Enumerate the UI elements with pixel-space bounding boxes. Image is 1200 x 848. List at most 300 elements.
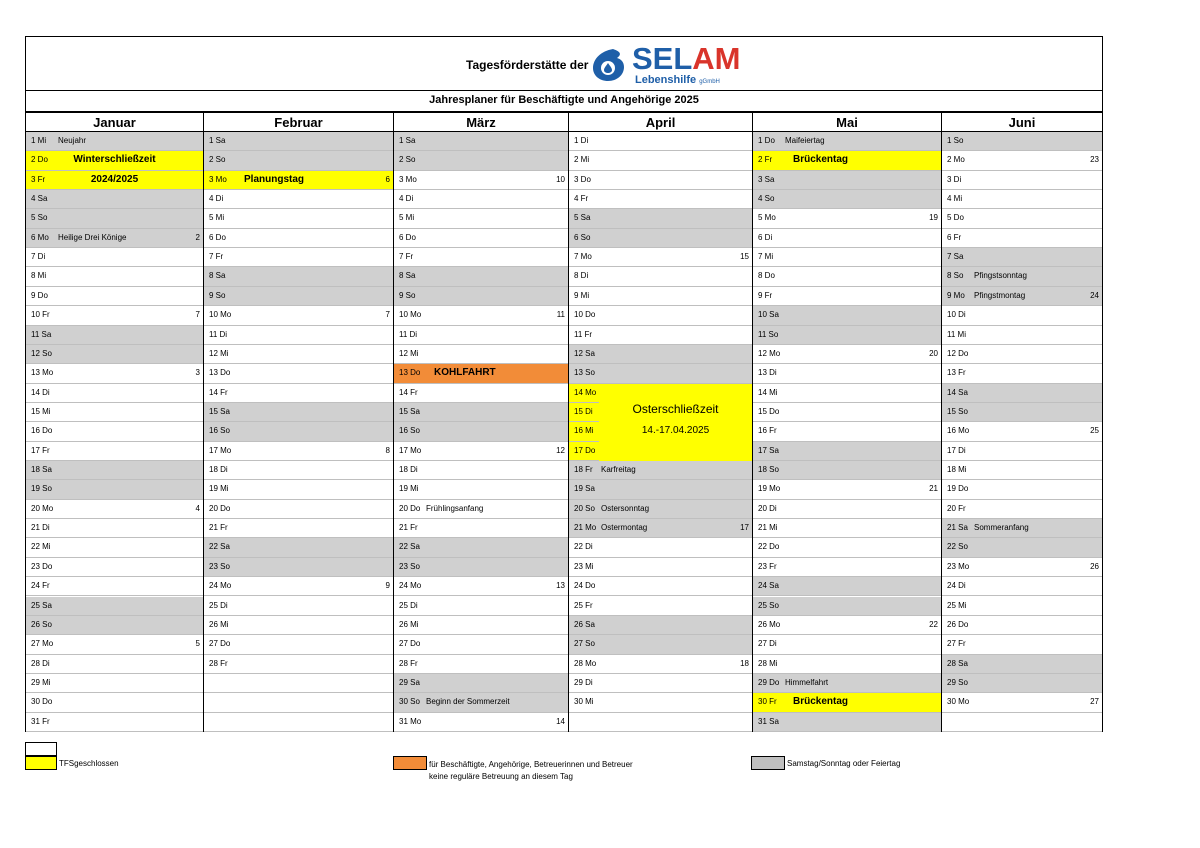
day-label: 16 Mi xyxy=(574,426,594,436)
day-label: 18 Di xyxy=(209,465,228,475)
day-cell xyxy=(753,345,941,364)
calendar-grid xyxy=(25,112,1103,732)
day-cell xyxy=(753,422,941,441)
planner-sheet xyxy=(25,36,1103,732)
day-label: 14 Fr xyxy=(209,387,228,397)
day-cell xyxy=(26,577,203,596)
day-cell xyxy=(569,616,752,635)
day-note: KOHLFAHRT xyxy=(434,367,496,379)
day-label: 19 Mi xyxy=(399,484,419,494)
week-number: 3 xyxy=(195,368,200,378)
day-label: 25 Sa xyxy=(31,600,52,610)
day-cell xyxy=(569,461,752,480)
day-cell xyxy=(753,326,941,345)
day-label: 27 So xyxy=(574,639,595,649)
day-cell xyxy=(26,693,203,712)
day-label: 1 So xyxy=(947,136,964,145)
day-label: 21 Mo xyxy=(574,523,597,533)
day-label: 27 Mo xyxy=(31,639,54,649)
day-label: 4 Di xyxy=(209,194,224,204)
day-cell xyxy=(394,558,568,577)
day-label: 2 Mi xyxy=(574,155,590,165)
day-label: 29 Mi xyxy=(31,677,51,687)
day-cell xyxy=(204,558,393,577)
day-label: 1 Sa xyxy=(399,136,416,145)
week-number: 23 xyxy=(1090,155,1099,165)
day-cell xyxy=(26,287,203,306)
legend-orange-swatch xyxy=(393,756,427,770)
day-label: 3 Mo xyxy=(399,174,417,184)
day-label: 15 Sa xyxy=(209,406,230,416)
day-cell xyxy=(569,190,752,209)
day-cell xyxy=(569,248,752,267)
header-box xyxy=(25,36,1103,91)
day-cell xyxy=(753,190,941,209)
day-cell xyxy=(204,616,393,635)
day-label: 3 Do xyxy=(574,174,591,184)
month-column-3 xyxy=(568,112,752,732)
day-cell xyxy=(394,287,568,306)
day-label: 15 Do xyxy=(758,406,780,416)
day-cell xyxy=(26,229,203,248)
day-label: 28 Fr xyxy=(209,658,228,668)
day-label: 18 Mi xyxy=(947,465,967,475)
day-cell xyxy=(26,384,203,403)
day-label: 24 Di xyxy=(947,581,966,591)
day-label: 5 Mi xyxy=(209,213,225,223)
day-label: 18 Sa xyxy=(31,465,52,475)
day-label: 21 Sa xyxy=(947,523,968,533)
day-label: 15 So xyxy=(947,406,968,416)
day-label: 23 Mo xyxy=(947,561,970,571)
month-column-4 xyxy=(752,112,941,732)
day-cell xyxy=(942,635,1102,654)
day-note: Beginn der Sommerzeit xyxy=(426,697,510,707)
day-label: 8 Mi xyxy=(31,271,47,281)
week-number: 20 xyxy=(929,348,938,358)
easter-closure-block xyxy=(599,384,752,461)
day-cell xyxy=(26,461,203,480)
day-label: 31 Mo xyxy=(399,716,422,726)
day-label: 24 Mo xyxy=(209,581,232,591)
day-cell xyxy=(569,519,752,538)
day-label: 16 Do xyxy=(31,426,53,436)
day-cell xyxy=(942,151,1102,170)
day-label: 19 Mi xyxy=(209,484,229,494)
week-number: 25 xyxy=(1090,426,1099,436)
day-label: 21 Mi xyxy=(758,523,778,533)
day-label: 29 So xyxy=(947,677,968,687)
day-cell xyxy=(569,480,752,499)
day-label: 5 Mi xyxy=(399,213,415,223)
day-cell xyxy=(26,190,203,209)
day-cell xyxy=(753,558,941,577)
day-label: 23 Fr xyxy=(758,561,777,571)
day-cell xyxy=(204,190,393,209)
day-label: 7 Mi xyxy=(758,252,774,262)
day-cell xyxy=(394,306,568,325)
day-cell xyxy=(26,248,203,267)
lebenshilfe-drop-icon xyxy=(591,47,631,83)
day-label: 3 Di xyxy=(947,174,962,184)
day-label: 26 Mo xyxy=(758,619,781,629)
day-cell xyxy=(394,151,568,170)
day-cell xyxy=(569,306,752,325)
day-cell xyxy=(26,267,203,286)
day-label: 6 Di xyxy=(758,232,773,242)
week-number: 10 xyxy=(556,174,565,184)
day-label: 28 Mo xyxy=(574,658,597,668)
day-label: 18 Fr xyxy=(574,465,593,475)
day-label: 19 Do xyxy=(947,484,969,494)
day-cell xyxy=(942,442,1102,461)
day-label: 24 Fr xyxy=(31,581,50,591)
day-cell xyxy=(942,597,1102,616)
day-cell xyxy=(942,655,1102,674)
day-cell xyxy=(204,364,393,383)
day-cell xyxy=(394,635,568,654)
day-label: 9 Fr xyxy=(758,290,773,300)
day-label: 2 So xyxy=(399,155,416,165)
month-column-5 xyxy=(941,112,1103,732)
day-label: 27 Di xyxy=(758,639,777,649)
day-cell xyxy=(569,267,752,286)
legend-yellow-swatch xyxy=(25,756,57,770)
subtitle-box xyxy=(25,91,1103,112)
day-label: 20 Mo xyxy=(31,503,54,513)
week-number: 13 xyxy=(556,581,565,591)
day-cell xyxy=(394,442,568,461)
day-label: 6 Fr xyxy=(947,232,962,242)
day-cell xyxy=(394,519,568,538)
day-cell xyxy=(942,500,1102,519)
day-label: 22 Mi xyxy=(31,542,51,552)
week-number: 7 xyxy=(385,310,390,320)
day-cell xyxy=(753,171,941,190)
day-label: 25 Fr xyxy=(574,600,593,610)
day-cell xyxy=(753,713,941,732)
day-cell xyxy=(204,306,393,325)
day-label: 25 Di xyxy=(399,600,418,610)
day-cell xyxy=(26,345,203,364)
day-note: Ostermontag xyxy=(601,523,648,533)
day-label: 27 Do xyxy=(209,639,231,649)
day-cell xyxy=(942,403,1102,422)
day-label: 11 Fr xyxy=(574,329,593,339)
day-label: 5 Mo xyxy=(758,213,776,223)
day-cell xyxy=(26,306,203,325)
day-cell xyxy=(394,693,568,712)
day-label: 15 Mi xyxy=(31,406,51,416)
day-label: 4 Di xyxy=(399,194,414,204)
day-cell xyxy=(753,577,941,596)
day-cell xyxy=(394,538,568,557)
day-cell xyxy=(569,500,752,519)
day-label: 17 Sa xyxy=(758,445,779,455)
day-cell xyxy=(569,326,752,345)
day-cell xyxy=(204,209,393,228)
day-label: 18 So xyxy=(758,465,779,475)
day-label: 23 Do xyxy=(31,561,53,571)
day-label: 6 Mo xyxy=(31,232,49,242)
day-label: 9 Mo xyxy=(947,290,965,300)
day-label: 14 Fr xyxy=(399,387,418,397)
day-label: 27 Do xyxy=(399,639,421,649)
day-cell xyxy=(204,326,393,345)
day-label: 20 Di xyxy=(758,503,777,513)
day-cell xyxy=(753,384,941,403)
logo-subtitle: Lebenshilfe gGmbH xyxy=(635,74,720,86)
week-number: 2 xyxy=(195,232,200,242)
day-cell xyxy=(394,132,568,151)
day-label: 10 Do xyxy=(574,310,596,320)
day-cell xyxy=(394,384,568,403)
day-cell xyxy=(569,655,752,674)
day-label: 5 Do xyxy=(947,213,964,223)
day-label: 12 Mo xyxy=(758,348,781,358)
day-label: 30 Mo xyxy=(947,697,970,707)
day-label: 17 Mo xyxy=(209,445,232,455)
day-label: 11 Mi xyxy=(947,329,966,339)
day-note: Planungstag xyxy=(244,173,305,185)
day-cell xyxy=(753,364,941,383)
day-cell xyxy=(753,306,941,325)
day-label: 17 Mo xyxy=(399,445,422,455)
legend-yellow-label: TFSgeschlossen xyxy=(59,759,119,768)
day-label: 4 Mi xyxy=(947,194,963,204)
day-cell xyxy=(569,674,752,693)
day-cell xyxy=(26,171,203,190)
day-note: Pfingstmontag xyxy=(974,290,1026,300)
day-label: 30 Mi xyxy=(574,697,594,707)
legend-gray-label: Samstag/Sonntag oder Feiertag xyxy=(787,759,901,768)
day-label: 9 Mi xyxy=(574,290,590,300)
day-label: 2 So xyxy=(209,155,226,165)
day-label: 3 Mo xyxy=(209,174,227,184)
day-cell xyxy=(942,267,1102,286)
day-label: 9 So xyxy=(399,290,416,300)
day-label: 13 Do xyxy=(209,368,231,378)
week-number: 5 xyxy=(195,639,200,649)
day-label: 24 Sa xyxy=(758,581,779,591)
day-label: 4 Sa xyxy=(31,194,48,204)
day-label: 22 Di xyxy=(574,542,593,552)
week-number: 4 xyxy=(195,503,200,513)
day-label: 26 Sa xyxy=(574,619,595,629)
selam-logo xyxy=(591,41,741,87)
day-label: 10 Sa xyxy=(758,310,779,320)
day-cell xyxy=(569,132,752,151)
day-label: 12 Do xyxy=(947,348,969,358)
day-cell xyxy=(942,345,1102,364)
day-cell xyxy=(204,500,393,519)
day-label: 28 Fr xyxy=(399,658,418,668)
day-cell xyxy=(942,713,1102,732)
day-label: 22 Sa xyxy=(399,542,420,552)
day-cell xyxy=(569,287,752,306)
week-number: 8 xyxy=(385,445,390,455)
day-note: Pfingstsonntag xyxy=(974,271,1027,281)
day-cell xyxy=(26,422,203,441)
day-label: 14 Mo xyxy=(574,387,597,397)
day-label: 28 Mi xyxy=(758,658,778,668)
day-label: 13 Di xyxy=(758,368,777,378)
day-label: 29 Di xyxy=(574,677,593,687)
day-label: 23 So xyxy=(399,561,420,571)
day-label: 28 Sa xyxy=(947,658,968,668)
day-label: 1 Mi xyxy=(31,136,47,145)
day-cell xyxy=(942,248,1102,267)
day-cell xyxy=(26,480,203,499)
day-label: 13 Fr xyxy=(947,368,966,378)
day-note: Ostersonntag xyxy=(601,503,650,513)
day-label: 27 Fr xyxy=(947,639,966,649)
day-cell xyxy=(569,693,752,712)
day-label: 11 Di xyxy=(399,329,418,339)
month-header: Januar xyxy=(26,112,203,132)
day-cell xyxy=(753,655,941,674)
day-label: 17 Do xyxy=(574,445,596,455)
month-header: April xyxy=(569,112,752,132)
day-label: 26 So xyxy=(31,619,52,629)
day-label: 24 Mo xyxy=(399,581,422,591)
day-label: 8 Do xyxy=(758,271,775,281)
day-label: 16 Fr xyxy=(758,426,777,436)
day-cell xyxy=(26,500,203,519)
day-cell xyxy=(569,171,752,190)
day-cell xyxy=(394,674,568,693)
week-number: 17 xyxy=(740,523,749,533)
day-note: Frühlingsanfang xyxy=(426,503,484,513)
day-cell xyxy=(569,538,752,557)
day-cell xyxy=(569,635,752,654)
week-number: 26 xyxy=(1090,561,1099,571)
day-cell xyxy=(942,558,1102,577)
day-cell xyxy=(942,519,1102,538)
day-cell xyxy=(942,209,1102,228)
week-number: 18 xyxy=(740,658,749,668)
header-title: Tagesförderstätte der xyxy=(466,58,589,72)
day-cell xyxy=(394,403,568,422)
day-label: 8 Sa xyxy=(399,271,416,281)
day-label: 2 Do xyxy=(31,155,48,165)
day-cell xyxy=(204,577,393,596)
day-label: 11 Di xyxy=(209,329,228,339)
week-number: 7 xyxy=(195,310,200,320)
day-cell xyxy=(942,384,1102,403)
week-number: 15 xyxy=(740,252,749,262)
day-cell xyxy=(26,616,203,635)
day-cell xyxy=(26,519,203,538)
day-cell xyxy=(26,674,203,693)
day-cell xyxy=(204,267,393,286)
month-column-0 xyxy=(25,112,203,732)
day-label: 25 Mi xyxy=(947,600,967,610)
day-cell xyxy=(204,384,393,403)
day-label: 19 So xyxy=(31,484,52,494)
legend-orange-label-2: keine reguläre Betreuung an diesem Tag xyxy=(429,772,573,781)
day-label: 12 So xyxy=(31,348,52,358)
day-label: 16 So xyxy=(399,426,420,436)
day-cell xyxy=(204,480,393,499)
day-label: 24 Do xyxy=(574,581,596,591)
day-cell xyxy=(753,635,941,654)
day-cell xyxy=(204,151,393,170)
day-label: 26 Mi xyxy=(209,619,229,629)
day-cell xyxy=(753,287,941,306)
day-cell xyxy=(26,597,203,616)
day-label: 20 So xyxy=(574,503,595,513)
day-label: 8 Di xyxy=(574,271,589,281)
day-cell xyxy=(26,538,203,557)
day-label: 30 Do xyxy=(31,697,53,707)
legend-empty-swatch xyxy=(25,742,57,756)
day-cell xyxy=(394,190,568,209)
week-number: 9 xyxy=(385,581,390,591)
day-label: 31 Fr xyxy=(31,716,50,726)
day-label: 3 Sa xyxy=(758,174,775,184)
month-header: Juni xyxy=(942,112,1102,132)
easter-closure-dates: 14.-17.04.2025 xyxy=(641,424,710,436)
day-label: 29 Sa xyxy=(399,677,420,687)
day-label: 11 Sa xyxy=(31,329,52,339)
day-cell xyxy=(942,461,1102,480)
week-number: 22 xyxy=(929,619,938,629)
month-header: März xyxy=(394,112,568,132)
day-cell xyxy=(942,171,1102,190)
day-cell xyxy=(26,151,203,170)
day-label: 22 Do xyxy=(758,542,780,552)
planner-subtitle: Jahresplaner für Beschäftigte und Angehörige 2025 xyxy=(429,94,699,106)
day-label: 13 So xyxy=(574,368,595,378)
day-cell xyxy=(394,713,568,732)
day-label: 1 Di xyxy=(574,136,589,145)
day-label: 16 Mo xyxy=(947,426,970,436)
day-label: 12 Mi xyxy=(399,348,419,358)
day-cell xyxy=(753,538,941,557)
day-note: Sommeranfang xyxy=(974,523,1029,533)
day-cell xyxy=(204,171,393,190)
day-label: 21 Di xyxy=(31,523,50,533)
day-cell xyxy=(942,422,1102,441)
day-label: 9 Do xyxy=(31,290,48,300)
day-cell xyxy=(569,229,752,248)
day-cell xyxy=(204,693,393,712)
day-cell xyxy=(394,422,568,441)
day-cell xyxy=(394,616,568,635)
day-cell xyxy=(753,267,941,286)
day-label: 4 Fr xyxy=(574,194,589,204)
day-cell xyxy=(569,364,752,383)
day-label: 10 Mo xyxy=(209,310,232,320)
week-number: 14 xyxy=(556,716,565,726)
day-label: 6 Do xyxy=(209,232,226,242)
day-cell xyxy=(942,480,1102,499)
day-note: Heilige Drei Könige xyxy=(58,232,127,242)
day-cell xyxy=(942,190,1102,209)
day-cell xyxy=(753,229,941,248)
day-cell xyxy=(753,151,941,170)
day-cell xyxy=(753,403,941,422)
day-cell xyxy=(26,132,203,151)
day-cell xyxy=(26,403,203,422)
week-number: 24 xyxy=(1090,290,1099,300)
day-cell xyxy=(753,442,941,461)
day-cell xyxy=(569,151,752,170)
day-label: 20 Do xyxy=(209,503,231,513)
easter-closure-title: Osterschließzeit xyxy=(632,401,719,416)
day-cell xyxy=(753,674,941,693)
